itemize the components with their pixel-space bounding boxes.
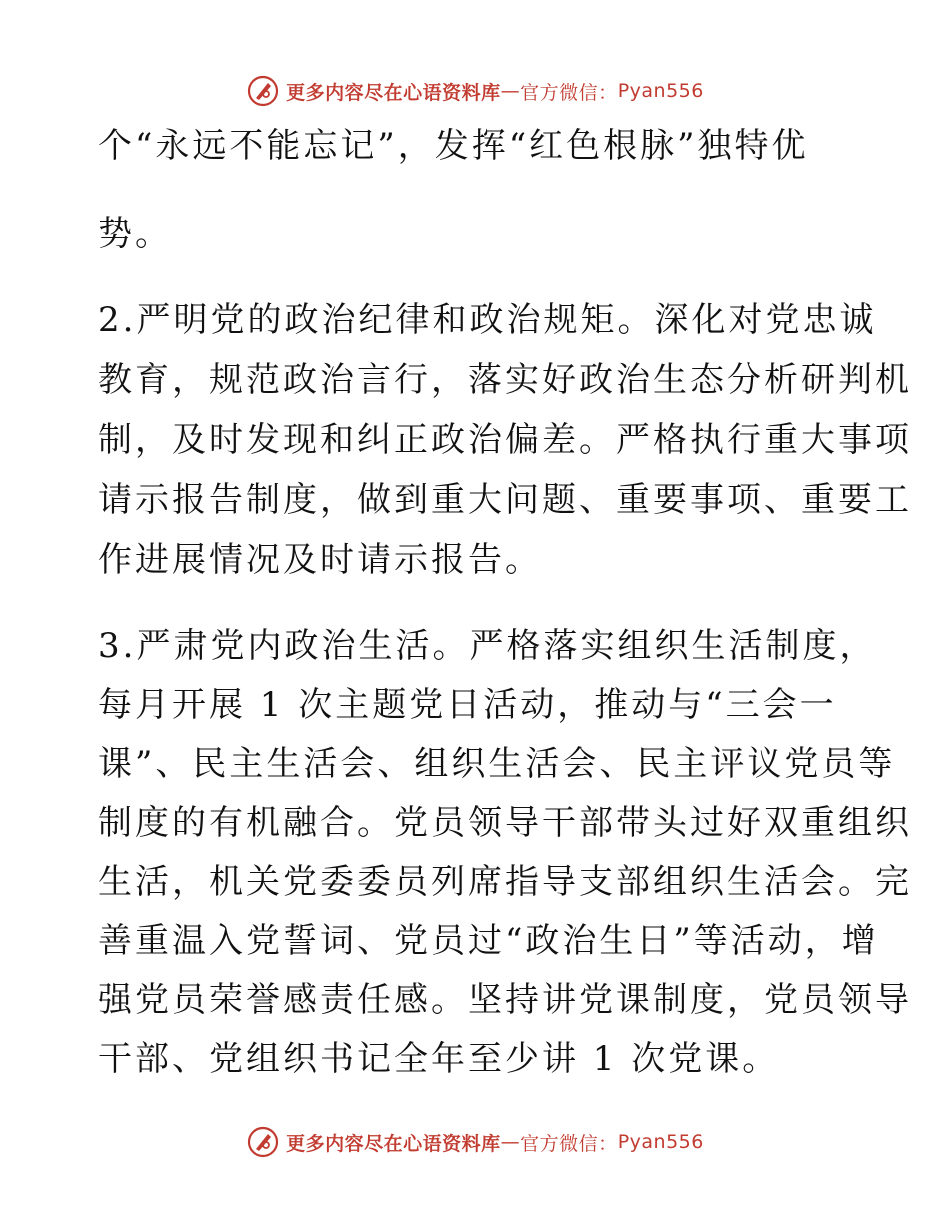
quill-logo-icon	[246, 74, 280, 108]
text-line: 制，及时发现和纠正政治偏差。严格执行重大事项	[98, 420, 912, 460]
paragraph-1	[98, 124, 858, 256]
text-line: 2.严明党的政治纪律和政治规矩。深化对党忠诚	[98, 300, 877, 340]
watermark-brand: 更多内容尽在心语资料库	[286, 1132, 501, 1155]
text-line: 干部、党组织书记全年至少讲 1 次党课。	[98, 1039, 780, 1079]
paragraph-2	[98, 298, 912, 582]
watermark-wechat-id: Pyan556	[617, 1131, 704, 1153]
watermark-separator: —	[500, 1131, 521, 1153]
text-line: 强党员荣誉感责任感。坚持讲党课制度，党员领导	[98, 980, 912, 1020]
watermark-official-label: 官方微信：	[520, 1132, 618, 1155]
text-line: 善重温入党誓词、党员过“政治生日”等活动，增	[98, 921, 879, 961]
top-watermark-banner	[0, 74, 950, 108]
text-line: 制度的有机融合。党员领导干部带头过好双重组织	[98, 803, 912, 843]
text-line: 势。	[98, 214, 172, 254]
watermark-separator: —	[500, 80, 521, 102]
quill-logo-icon	[246, 1125, 280, 1159]
document-body	[98, 124, 912, 1081]
bottom-watermark-banner	[0, 1125, 950, 1159]
watermark-wechat-id: Pyan556	[617, 80, 704, 102]
text-line: 个“永远不能忘记”，发挥“红色根脉”独特优	[98, 126, 809, 166]
text-line: 课”、民主生活会、组织生活会、民主评议党员等	[98, 744, 896, 784]
text-line: 请示报告制度，做到重大问题、重要事项、重要工	[98, 480, 912, 520]
text-line: 生活，机关党委委员列席指导支部组织生活会。完	[98, 862, 912, 902]
paragraph-3	[98, 624, 912, 1081]
text-line: 每月开展 1 次主题党日活动，推动与“三会一	[98, 685, 837, 725]
watermark-brand: 更多内容尽在心语资料库	[286, 81, 501, 104]
text-line: 作进展情况及时请示报告。	[98, 540, 542, 580]
watermark-official-label: 官方微信：	[520, 81, 618, 104]
text-line: 3.严肃党内政治生活。严格落实组织生活制度，	[98, 626, 877, 666]
text-line: 教育，规范政治言行，落实好政治生态分析研判机	[98, 360, 912, 400]
